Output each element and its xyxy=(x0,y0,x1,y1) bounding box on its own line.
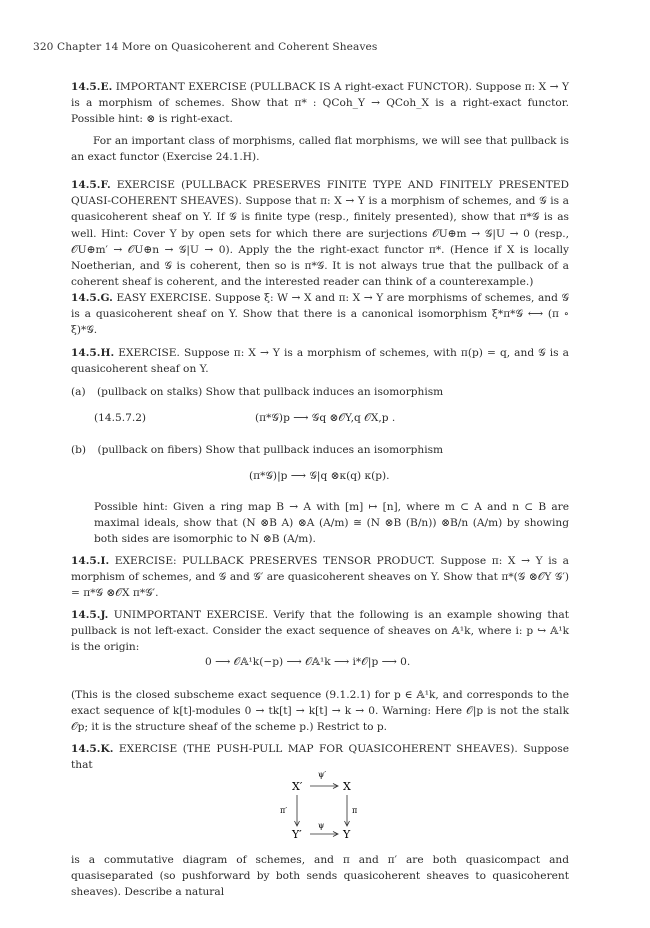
diagram-top-right: X xyxy=(343,780,351,793)
exercise-14-5-j xyxy=(71,607,569,656)
exercise-text: EXERCISE (PULLBACK PRESERVES FINITE TYPE AND FINITELY PRESENTED QUASI-COHERENT SHEAVES). Suppose that π: X → Y is a morphism of schemes, and 𝒢 is a quasicoherent sheaf on Y. If 𝒢 is finite type (resp., finitely presented), show that π*𝒢 is as well. Hint: Cover Y by open sets for which there are surjections 𝒪U⊕m → 𝒢|U → 0 (resp., 𝒪U⊕m′ → 𝒪U⊕n → 𝒢|U → 0). Apply the the right-exact functor π*. (Hence if X is locally Noetherian, and 𝒢 is coherent, then so is π*𝒢. It is not always true that the pullback of a coherent sheaf is coherent, and the interested reader can think of a counterexample.) xyxy=(71,179,569,289)
diagram-bottom-right: Y xyxy=(343,828,351,841)
part-a-text: (pullback on stalks) Show that pullback induces an isomorphism xyxy=(96,386,444,398)
exercise-label: 14.5.J. xyxy=(71,609,109,621)
hint-paragraph: Possible hint: Given a ring map B → A with [m] ↦ [n], where m ⊂ A and n ⊂ B are maximal ideals, show that (N ⊗B A) ⊗A (A/m) ≅ (N ⊗B (B/n)) ⊗B/n (A/m) by showing both sides are isomorphic to N ⊗B (A/m). xyxy=(94,501,569,546)
part-a-label: (a) xyxy=(71,386,86,398)
exercise-label: 14.5.K. xyxy=(71,743,114,755)
exercise-label: 14.5.F. xyxy=(71,179,111,191)
exercise-text: EXERCISE: PULLBACK PRESERVES TENSOR PRODUCT. Suppose π: X → Y is a morphism of schemes, and 𝒢 and 𝒢′ are quasicoherent sheaves on Y. Show that π*(𝒢 ⊗𝒪Y 𝒢′) = π*𝒢 ⊗𝒪X π*𝒢′. xyxy=(71,555,569,600)
paragraph-closed-subscheme: (This is the closed subscheme exact sequence (9.1.2.1) for p ∈ 𝔸¹k, and corresponds to the exact sequence of k[t]-modules 0 → tk[t] → k[t] → k → 0. Warning: Here 𝒪|p is not the stalk 𝒪p; it is the structure sheaf of the scheme p.) Restrict to p. xyxy=(71,689,569,734)
diagram-bottom-left: Y′ xyxy=(292,828,302,841)
exercise-14-5-g xyxy=(71,290,569,339)
exercise-text: EASY EXERCISE. Suppose ξ: W → X and π: X → Y are morphisms of schemes, and 𝒢 is a quasicoherent sheaf on Y. Show that there is a canonical isomorphism ξ*π*𝒢 ⟷ (π ∘ ξ)*𝒢. xyxy=(71,292,569,337)
left-arrow-label: π′ xyxy=(280,806,288,815)
commutative-diagram xyxy=(270,765,380,845)
exercise-text: IMPORTANT EXERCISE (PULLBACK IS A right-exact FUNCTOR). Suppose π: X → Y is a morphism of schemes. Show that π* : QCoh_Y → QCoh_X is a right-exact functor. Possible hint: ⊗ is right-exact. xyxy=(71,81,569,126)
part-b xyxy=(71,442,569,458)
paragraph-push-pull: is a commutative diagram of schemes, and π and π′ are both quasicompact and quasiseparated (so pushforward by both sends quasicoherent sheaves to quasicoherent sheaves). Describe a natural xyxy=(71,854,569,899)
exercise-label: 14.5.G. xyxy=(71,292,113,304)
part-a xyxy=(71,384,569,400)
right-arrow-label: π xyxy=(352,806,358,815)
exercise-14-5-f xyxy=(71,177,569,290)
top-arrow-label: ψ′ xyxy=(318,770,327,779)
paragraph-flat-morphisms: For an important class of morphisms, called flat morphisms, we will see that pullback is an exact functor (Exercise 24.1.H). xyxy=(71,135,569,164)
exercise-label: 14.5.H. xyxy=(71,347,115,359)
exercise-14-5-e xyxy=(71,79,569,128)
bottom-arrow-label: ψ xyxy=(318,821,325,830)
exercise-label: 14.5.I. xyxy=(71,555,110,567)
exercise-label: 14.5.E. xyxy=(71,81,113,93)
diagram-top-left: X′ xyxy=(292,780,303,793)
exercise-text: UNIMPORTANT EXERCISE. Verify that the following is an example showing that pullback is not left-exact. Consider the exact sequence of sheaves on 𝔸¹k, where i: p ↪ 𝔸¹k is the origin: xyxy=(71,609,569,654)
running-head: 320 Chapter 14 More on Quasicoherent and Coherent Sheaves xyxy=(33,41,378,53)
exercise-text: EXERCISE (THE PUSH-PULL MAP FOR QUASICOHERENT SHEAVES). Suppose that xyxy=(71,743,569,772)
exercise-14-5-i xyxy=(71,553,569,602)
equation-number: (14.5.7.2) xyxy=(94,412,147,424)
part-b-label: (b) xyxy=(71,444,87,456)
exercise-text: EXERCISE. Suppose π: X → Y is a morphism of schemes, with π(p) = q, and 𝒢 is a quasicoherent sheaf on Y. xyxy=(71,347,569,376)
exercise-14-5-h xyxy=(71,345,569,377)
equation-fibers: (π*𝒢)|p ⟶ 𝒢|q ⊗κ(q) κ(p). xyxy=(249,470,390,482)
part-b-text: (pullback on fibers) Show that pullback induces an isomorphism xyxy=(97,444,444,456)
equation-stalks: (π*𝒢)p ⟶ 𝒢q ⊗𝒪Y,q 𝒪X,p . xyxy=(255,412,396,424)
exact-sequence: 0 ⟶ 𝒪𝔸¹k(−p) ⟶ 𝒪𝔸¹k ⟶ i*𝒪|p ⟶ 0. xyxy=(205,656,411,668)
